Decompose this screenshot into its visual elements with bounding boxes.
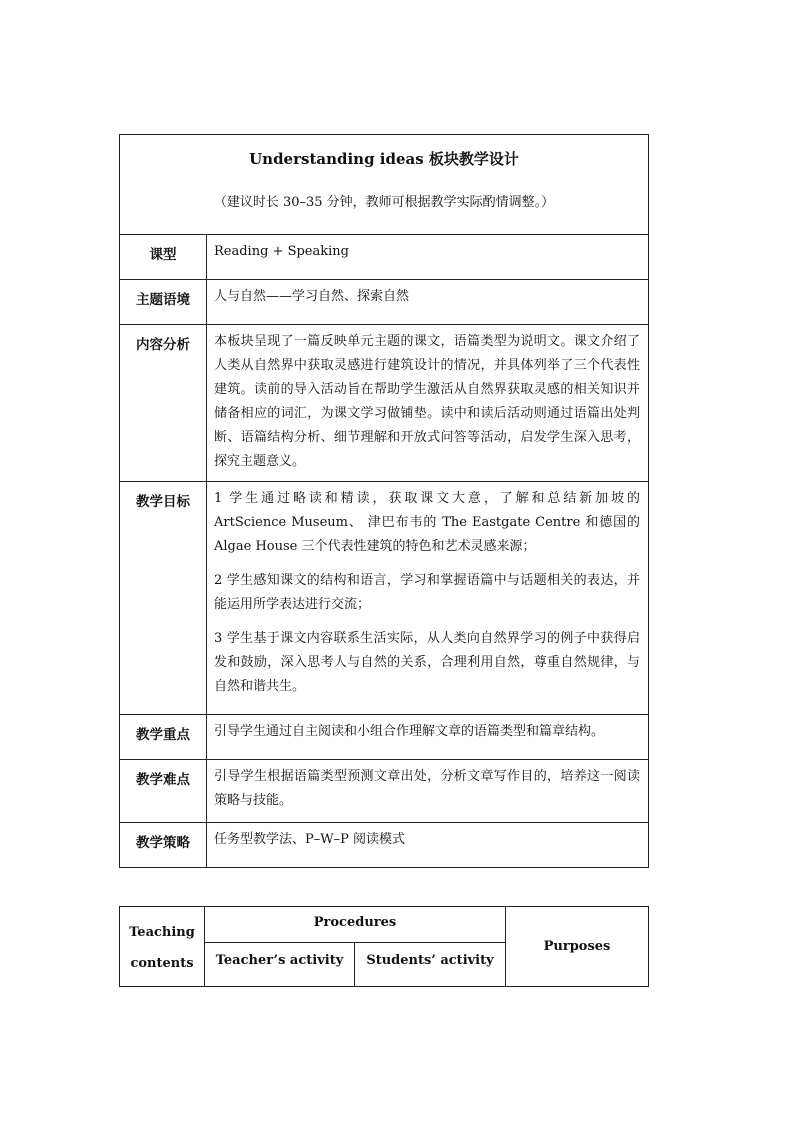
row-content-strategies bbox=[207, 823, 649, 868]
row-content-content-analysis bbox=[207, 325, 649, 482]
document-title: Understanding ideas 板块教学设计 bbox=[249, 150, 519, 168]
teachers-activity-header: Teacher’s activity bbox=[205, 943, 355, 987]
objective-2: 2 学生感知课文的结构和语言，学习和掌握语篇中与话题相关的表达，并能运用所学表达进行交流； bbox=[214, 573, 640, 612]
row-content-key-points bbox=[207, 715, 649, 760]
lesson-design-table bbox=[119, 134, 649, 868]
row-content-lesson-type bbox=[207, 235, 649, 280]
row-label-strategies: 教学策略 bbox=[120, 823, 207, 868]
objective-1: 1 学生通过略读和精读，获取课文大意，了解和总结新加坡的 ArtScience Museum、 津巴布韦的 The Eastgate Centre 和德国的 Algae House 三个代表性建筑的特色和艺术灵感来源； bbox=[214, 491, 640, 554]
teaching-contents-header bbox=[120, 907, 205, 987]
row-content-difficulties bbox=[207, 760, 649, 823]
row-label-key-points: 教学重点 bbox=[120, 715, 207, 760]
document-subtitle: （建议时长 30–35 分钟，教师可根据教学实际酌情调整。） bbox=[213, 195, 555, 210]
difficulties-text: 引导学生根据语篇类型预测文章出处，分析文章写作目的，培养这一阅读策略与技能。 bbox=[214, 769, 640, 808]
theme-context-text: 人与自然——学习自然、探索自然 bbox=[214, 289, 410, 304]
row-label-theme-context: 主题语境 bbox=[120, 280, 207, 325]
strategies-text: 任务型教学法、P–W–P 阅读模式 bbox=[214, 832, 405, 847]
lesson-type-text: Reading + Speaking bbox=[214, 244, 349, 259]
purposes-header: Purposes bbox=[506, 907, 649, 987]
key-points-text: 引导学生通过自主阅读和小组合作理解文章的语篇类型和篇章结构。 bbox=[214, 724, 605, 739]
row-label-lesson-type: 课型 bbox=[120, 235, 207, 280]
row-content-theme-context bbox=[207, 280, 649, 325]
procedures-header: Procedures bbox=[205, 907, 506, 943]
students-activity-header: Students’ activity bbox=[355, 943, 506, 987]
row-label-teaching-objectives: 教学目标 bbox=[120, 482, 207, 715]
row-label-content-analysis: 内容分析 bbox=[120, 325, 207, 482]
teaching-contents-line2: contents bbox=[130, 956, 194, 971]
procedures-table bbox=[119, 906, 649, 987]
teaching-contents-line1: Teaching bbox=[129, 925, 195, 940]
title-cell bbox=[120, 135, 649, 235]
row-label-difficulties: 教学难点 bbox=[120, 760, 207, 823]
objective-3: 3 学生基于课文内容联系生活实际，从人类向自然界学习的例子中获得启发和鼓励，深入思考人与自然的关系，合理利用自然，尊重自然规律，与自然和谐共生。 bbox=[214, 631, 640, 694]
row-content-teaching-objectives bbox=[207, 482, 649, 715]
content-analysis-text: 本板块呈现了一篇反映单元主题的课文，语篇类型为说明文。课文介绍了人类从自然界中获取灵感进行建筑设计的情况，并具体列举了三个代表性建筑。读前的导入活动旨在帮助学生激活从自然界获取灵感的相关知识并储备相应的词汇，为课文学习做铺垫。读中和读后活动则通过语篇出处判断、语篇结构分析、细节理解和开放式问答等活动，启发学生深入思考，探究主题意义。 bbox=[214, 334, 640, 469]
